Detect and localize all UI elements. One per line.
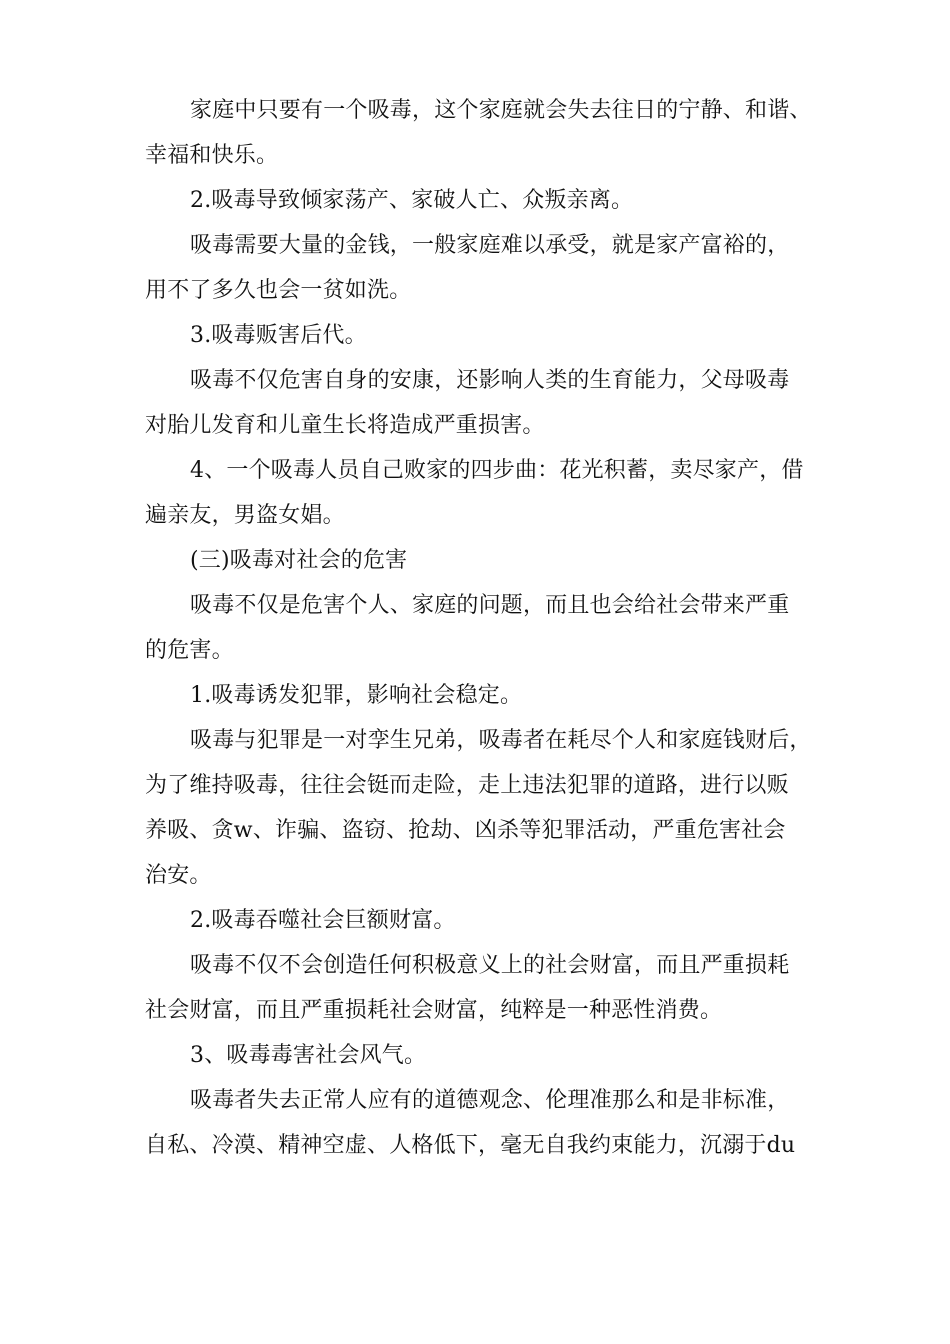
section-heading: 2.吸毒导致倾家荡产、家破人亡、众叛亲离。: [190, 188, 634, 213]
paragraph-line: 的危害。: [145, 638, 234, 663]
paragraph-line: 吸毒者失去正常人应有的道德观念、伦理准那么和是非标准，: [190, 1088, 790, 1113]
paragraph-line: 社会财富，而且严重损耗社会财富，纯粹是一种恶性消费。: [145, 998, 723, 1023]
section-heading: 2.吸毒吞噬社会巨额财富。: [190, 908, 456, 933]
paragraph-line: 对胎儿发育和儿童生长将造成严重损害。: [145, 413, 545, 438]
section-heading: 3.吸毒贩害后代。: [190, 323, 367, 348]
section-heading: 1.吸毒诱发犯罪，影响社会稳定。: [190, 683, 523, 708]
paragraph-line: 幸福和快乐。: [145, 143, 279, 168]
section-heading: 4、一个吸毒人员自己败家的四步曲：花光积蓄，卖尽家产，借: [190, 458, 804, 483]
paragraph-line: 吸毒需要大量的金钱，一般家庭难以承受，就是家产富裕的，: [190, 233, 790, 258]
paragraph-line: 吸毒不仅危害自身的安康，还影响人类的生育能力，父母吸毒: [190, 368, 790, 393]
paragraph-line: 自私、冷漠、精神空虚、人格低下，毫无自我约束能力，沉溺于du: [145, 1133, 796, 1158]
section-heading: (三)吸毒对社会的危害: [190, 548, 408, 573]
paragraph-line: 遍亲友，男盗女娼。: [145, 503, 345, 528]
paragraph-line: 吸毒与犯罪是一对孪生兄弟，吸毒者在耗尽个人和家庭钱财后，: [190, 728, 812, 753]
paragraph-line: 为了维持吸毒，往往会铤而走险，走上违法犯罪的道路，进行以贩: [145, 773, 789, 798]
paragraph-line: 家庭中只要有一个吸毒，这个家庭就会失去往日的宁静、和谐、: [190, 98, 812, 123]
paragraph-line: 用不了多久也会一贫如洗。: [145, 278, 412, 303]
paragraph-line: 吸毒不仅是危害个人、家庭的问题，而且也会给社会带来严重: [190, 593, 790, 618]
paragraph-line: 治安。: [145, 863, 212, 888]
document-body: [145, 88, 810, 1168]
paragraph-line: 吸毒不仅不会创造任何积极意义上的社会财富，而且严重损耗: [190, 953, 790, 978]
paragraph-line: 养吸、贪w、诈骗、盗窃、抢劫、凶杀等犯罪活动，严重危害社会: [145, 818, 786, 843]
section-heading: 3、吸毒毒害社会风气。: [190, 1043, 427, 1068]
